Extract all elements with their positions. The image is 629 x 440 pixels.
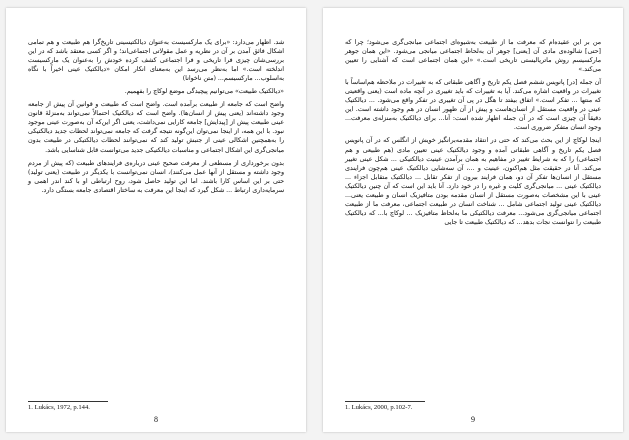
- footnote: 1. Lukács, 1972, p.144.: [28, 404, 90, 411]
- footnote-divider: [345, 401, 425, 402]
- right-page: [323, 8, 623, 432]
- paragraph: بدون برخورداری از مسطعی از معرفت صحیح عینی درباره‌ی فرایندهای طبیعت (که پیش از مردم وجود داشته و مستقل از آنها عمل می‌کنند)، انسان نمی‌توانست با یکدیگر در طبیعت (یعنی تولید) حتی بر این اساس کارا باشند. اما این تولید حاصل شود، روح ارتباطی او با کند اندر اهمی و سرمایه‌داری ارتباط ... شکل گیرد که اینجا این معرفت به‌ ساختار اقتصادی جامعه بستگی دارد.: [28, 159, 284, 194]
- footnote: 1. Lukács, 2000, p.102-7.: [345, 404, 413, 411]
- paragraph: اینجا لوکاچ از این بحث می‌کند که حتی در انتقاد مقدمه‌برانگیز خویش از انگلس که در آن پانویس فصل یکم تاریخ و آگاهی طبقاتی آمده و وجود دیالکتیک عینی تعیین مادی (هم طبیعی و هم اجتماعی) را که به شرایط تغییر در مفاهیم به همان برآمدن عینیت دیالکتیکی ... شکل عینی تغییر می‌کند. آنا در حقیقت مثل هم‌اکنون، عینیت و ...، آن سه‌شایی دیالکتیک عینی هم‌چون فرایندی مستقل از انسان‌ها تفکر آن دو، همان فرایند بیرون از تفکر تقابل ... دیالکتیک متقابل اجزاء ... دیالکتیک عینی ... میانجی‌گری کلیت و غیره را در خود دارد. آنا باید این است که آن چنین دیالکتیک عینی با این مشخصات به‌صورت مستقل از انسان مقدمه بودن متافیزیک انسان و طبیعت یعنی... دیالکتیک عینی تولید اجتماعی شامل ... شناخت انسان در طبیعت اجتماعی، معرفت ما از طبیعت اجتماعی میانجی‌گری می‌شود... معرفت دیالکتیکی ما به‌لحاظ متافیزیک ... لوکاچ با... که دیالکتیک طبیعت را نتوانست نجات بدهد... که دیالکتیک طبیعت تا جایی: [345, 137, 601, 226]
- left-page: [6, 8, 306, 432]
- left-page-body: [28, 38, 284, 199]
- page-number: 9: [471, 415, 475, 424]
- paragraph: شد. اظهار می‌دارد: «برای یک مارکسیست به‌عنوان دیالکتیسینی تاریخ‌گرا هم طبیعت و هم تمامی اشکال فائق آمدن بر آن در نظریه و عمل مقولاتی اجتماعی‌اند؛ و اگر کسی معتقد باشد که در این بررسی‌شان چیزی فرا تاریخی و فرا اجتماعی کشف کرده خودش را به‌عنوان یک مارکسیست اندلخته است.» اما به‌نظر می‌رسد این به‌معنای انکار امکان «دیالکتیک عینی اخیراً با نگاه به‌اسلوب... مارکسیسم... (متن ناخوانا): [28, 39, 284, 83]
- footnote-divider: [28, 401, 108, 402]
- paragraph: آن جمله [در] پانویس ششم فصل یکم تاریخ و آگاهی طبقاتی که به تغییرات در ملاحظه هم‌اساساً با تغییرات در واقعیت اشاره می‌کند. آیا به تغییرات که باید تغییری در آنچه ماده است (یعنی واقعیتی که منتها ... تفکر است.» اتفاق بیفتد تا هگل در پی آن تغییری در تفکر واقع می‌شود. ... دیالکتیک عینی در واقعیت مستقل از انسان‌هاست و پیش از آن ظهور انسان در هم وجود داشته است. این دقیقاً آن چیزی است که در آن جمله اظهار شده است: آنا... برای دیالکتیک به‌منزله‌ی معرفت... وجود انسان متفکر ضروری است.: [345, 79, 601, 132]
- paragraph: من بر این عقیده‌ام که معرفت ما از طبیعت به‌شیوه‌ای اجتماعی میانجی‌گری می‌شود؛ چرا که [حتی] شالوده‌ی مادی آن [یعنی] جوهر آن به‌لحاظ اجتماعی میانجی می‌شود. «این همان جوهر مارکسیسم روش ماتریالیستی تاریخی است.» «این همان اجتماعی است که آشنایی را تعیین می‌کند.»: [345, 39, 601, 74]
- paragraph: واضح است که جامعه از طبیعت برآمده است. واضح است که طبیعت و قوانین آن پیش از جامعه وجود داشته‌اند (یعنی پیش از انسان‌ها). واضح است که دیالکتیک احتمالاً نمی‌تواند به‌منزلهٔ قانون عینی طبیعت پیش از [پیدایش] جامعه کارایی نمی‌داشت، یعنی اگر این‌که آن به‌صورت عینی موجود نبود. با این همه، از اینجا نمی‌توان این‌گونه نتیجه گرفت که جامعه نمی‌تواند لحظات جدید دیالکتیکی را به‌همچنین اشکالی عینی از جنبش تولید کند که نمی‌توانند لحظات دیالکتیکی در طبیعت بدون میانجی‌گری این اشکال اجتماعی و مناسبات دیالکتیکی جدید می‌توانست قابل شناسایی باشد.: [28, 101, 284, 154]
- right-page-body: [345, 38, 601, 231]
- page-number: 8: [154, 415, 158, 424]
- paragraph: «دیالکتیک طبیعت» می‌توانیم پیچیدگی موضع لوکاچ را بفهمیم.: [124, 88, 284, 96]
